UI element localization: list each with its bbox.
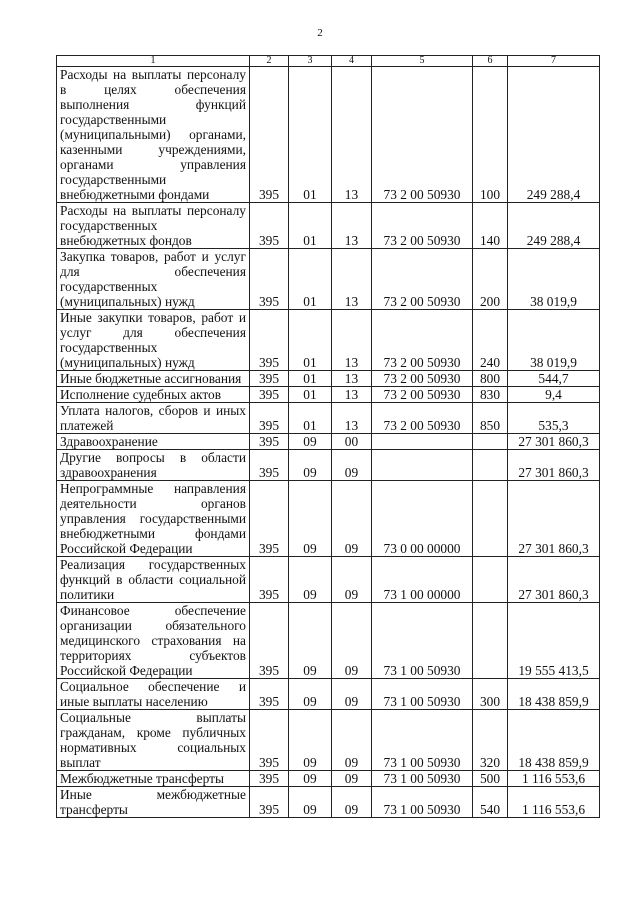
table-row [57, 787, 600, 818]
column-number-row [57, 56, 600, 67]
row-expense-type-code [473, 450, 508, 481]
row-name: Реализация государственных функций в области социальной политики [57, 557, 250, 603]
row-amount: 544,7 [508, 371, 600, 387]
table-row [57, 67, 600, 203]
row-expense-type-code: 240 [473, 310, 508, 371]
budget-table [56, 55, 600, 818]
row-expense-type-code: 300 [473, 679, 508, 710]
row-expense-type-code: 850 [473, 403, 508, 434]
column-header: 3 [289, 56, 332, 67]
row-name: Социальные выплаты гражданам, кроме публичных нормативных социальных выплат [57, 710, 250, 771]
row-target-article-code: 73 2 00 50930 [372, 371, 473, 387]
table-row [57, 434, 600, 450]
row-amount: 27 301 860,3 [508, 450, 600, 481]
row-subsection-code: 09 [332, 787, 372, 818]
table-row [57, 403, 600, 434]
table-row [57, 387, 600, 403]
row-target-article-code: 73 1 00 50930 [372, 771, 473, 787]
row-grbs-code: 395 [250, 603, 289, 679]
row-section-code: 01 [289, 387, 332, 403]
table-row [57, 603, 600, 679]
column-header: 4 [332, 56, 372, 67]
row-amount: 27 301 860,3 [508, 481, 600, 557]
row-section-code: 01 [289, 310, 332, 371]
row-section-code: 09 [289, 481, 332, 557]
row-expense-type-code: 320 [473, 710, 508, 771]
row-amount: 18 438 859,9 [508, 710, 600, 771]
row-subsection-code: 09 [332, 557, 372, 603]
column-header: 2 [250, 56, 289, 67]
row-name: Иные закупки товаров, работ и услуг для обеспечения государственных (муниципальных) нужд [57, 310, 250, 371]
row-grbs-code: 395 [250, 679, 289, 710]
row-name: Иные межбюджетные трансферты [57, 787, 250, 818]
row-name: Расходы на выплаты персоналу государственных внебюджетных фондов [57, 203, 250, 249]
row-subsection-code: 09 [332, 679, 372, 710]
row-subsection-code: 00 [332, 434, 372, 450]
row-subsection-code: 09 [332, 450, 372, 481]
row-target-article-code: 73 0 00 00000 [372, 481, 473, 557]
row-section-code: 01 [289, 249, 332, 310]
row-grbs-code: 395 [250, 710, 289, 771]
row-target-article-code: 73 1 00 50930 [372, 787, 473, 818]
row-grbs-code: 395 [250, 403, 289, 434]
row-amount: 1 116 553,6 [508, 787, 600, 818]
row-section-code: 09 [289, 557, 332, 603]
column-header: 7 [508, 56, 600, 67]
row-subsection-code: 09 [332, 710, 372, 771]
row-target-article-code: 73 1 00 00000 [372, 557, 473, 603]
row-grbs-code: 395 [250, 771, 289, 787]
row-section-code: 09 [289, 679, 332, 710]
row-section-code: 01 [289, 67, 332, 203]
row-amount: 535,3 [508, 403, 600, 434]
row-amount: 27 301 860,3 [508, 557, 600, 603]
row-target-article-code: 73 2 00 50930 [372, 403, 473, 434]
row-name: Межбюджетные трансферты [57, 771, 250, 787]
row-target-article-code: 73 2 00 50930 [372, 67, 473, 203]
row-grbs-code: 395 [250, 371, 289, 387]
column-header: 5 [372, 56, 473, 67]
page-number: 2 [317, 27, 323, 39]
row-subsection-code: 09 [332, 481, 372, 557]
row-subsection-code: 13 [332, 67, 372, 203]
row-name: Финансовое обеспечение организации обязательного медицинского страхования на территориях субъектов Российской Федерации [57, 603, 250, 679]
row-name: Другие вопросы в области здравоохранения [57, 450, 250, 481]
row-expense-type-code: 500 [473, 771, 508, 787]
row-target-article-code: 73 1 00 50930 [372, 679, 473, 710]
row-expense-type-code: 140 [473, 203, 508, 249]
row-name: Непрограммные направления деятельности органов управления государственными внебюджетными фондами Российской Федерации [57, 481, 250, 557]
row-grbs-code: 395 [250, 203, 289, 249]
row-subsection-code: 13 [332, 403, 372, 434]
row-amount: 38 019,9 [508, 310, 600, 371]
row-amount: 18 438 859,9 [508, 679, 600, 710]
row-grbs-code: 395 [250, 67, 289, 203]
row-name: Расходы на выплаты персоналу в целях обеспечения выполнения функций государственными (муниципальными) органами, казенными учреждениями, органами управления государственными внебюджетными фондами [57, 67, 250, 203]
row-grbs-code: 395 [250, 249, 289, 310]
row-section-code: 09 [289, 450, 332, 481]
row-section-code: 09 [289, 603, 332, 679]
row-grbs-code: 395 [250, 434, 289, 450]
row-expense-type-code: 100 [473, 67, 508, 203]
row-target-article-code: 73 1 00 50930 [372, 710, 473, 771]
row-amount: 9,4 [508, 387, 600, 403]
row-section-code: 09 [289, 787, 332, 818]
table-row [57, 249, 600, 310]
row-expense-type-code [473, 557, 508, 603]
row-expense-type-code: 200 [473, 249, 508, 310]
row-target-article-code: 73 1 00 50930 [372, 603, 473, 679]
row-amount: 249 288,4 [508, 67, 600, 203]
row-section-code: 01 [289, 403, 332, 434]
row-name: Исполнение судебных актов [57, 387, 250, 403]
row-expense-type-code: 800 [473, 371, 508, 387]
row-grbs-code: 395 [250, 557, 289, 603]
row-subsection-code: 13 [332, 203, 372, 249]
row-subsection-code: 13 [332, 249, 372, 310]
table-row [57, 771, 600, 787]
row-section-code: 01 [289, 203, 332, 249]
row-name: Уплата налогов, сборов и иных платежей [57, 403, 250, 434]
column-header: 1 [57, 56, 250, 67]
row-section-code: 09 [289, 710, 332, 771]
table-row [57, 679, 600, 710]
table-row [57, 557, 600, 603]
row-amount: 1 116 553,6 [508, 771, 600, 787]
table-row [57, 310, 600, 371]
row-name: Социальное обеспечение и иные выплаты населению [57, 679, 250, 710]
table-row [57, 481, 600, 557]
row-subsection-code: 13 [332, 371, 372, 387]
row-grbs-code: 395 [250, 481, 289, 557]
row-grbs-code: 395 [250, 310, 289, 371]
row-amount: 249 288,4 [508, 203, 600, 249]
row-expense-type-code [473, 434, 508, 450]
row-target-article-code: 73 2 00 50930 [372, 387, 473, 403]
row-amount: 19 555 413,5 [508, 603, 600, 679]
row-expense-type-code [473, 481, 508, 557]
row-target-article-code: 73 2 00 50930 [372, 310, 473, 371]
row-section-code: 09 [289, 434, 332, 450]
row-subsection-code: 09 [332, 771, 372, 787]
table-row [57, 450, 600, 481]
row-name: Закупка товаров, работ и услуг для обеспечения государственных (муниципальных) нужд [57, 249, 250, 310]
row-target-article-code: 73 2 00 50930 [372, 249, 473, 310]
row-section-code: 01 [289, 371, 332, 387]
row-grbs-code: 395 [250, 450, 289, 481]
row-target-article-code [372, 450, 473, 481]
row-subsection-code: 09 [332, 603, 372, 679]
row-expense-type-code [473, 603, 508, 679]
row-section-code: 09 [289, 771, 332, 787]
column-header: 6 [473, 56, 508, 67]
row-target-article-code [372, 434, 473, 450]
row-amount: 27 301 860,3 [508, 434, 600, 450]
row-grbs-code: 395 [250, 387, 289, 403]
row-subsection-code: 13 [332, 387, 372, 403]
table-row [57, 710, 600, 771]
row-name: Здравоохранение [57, 434, 250, 450]
row-name: Иные бюджетные ассигнования [57, 371, 250, 387]
row-grbs-code: 395 [250, 787, 289, 818]
row-subsection-code: 13 [332, 310, 372, 371]
row-amount: 38 019,9 [508, 249, 600, 310]
row-expense-type-code: 830 [473, 387, 508, 403]
table-row [57, 371, 600, 387]
table-row [57, 203, 600, 249]
row-expense-type-code: 540 [473, 787, 508, 818]
row-target-article-code: 73 2 00 50930 [372, 203, 473, 249]
